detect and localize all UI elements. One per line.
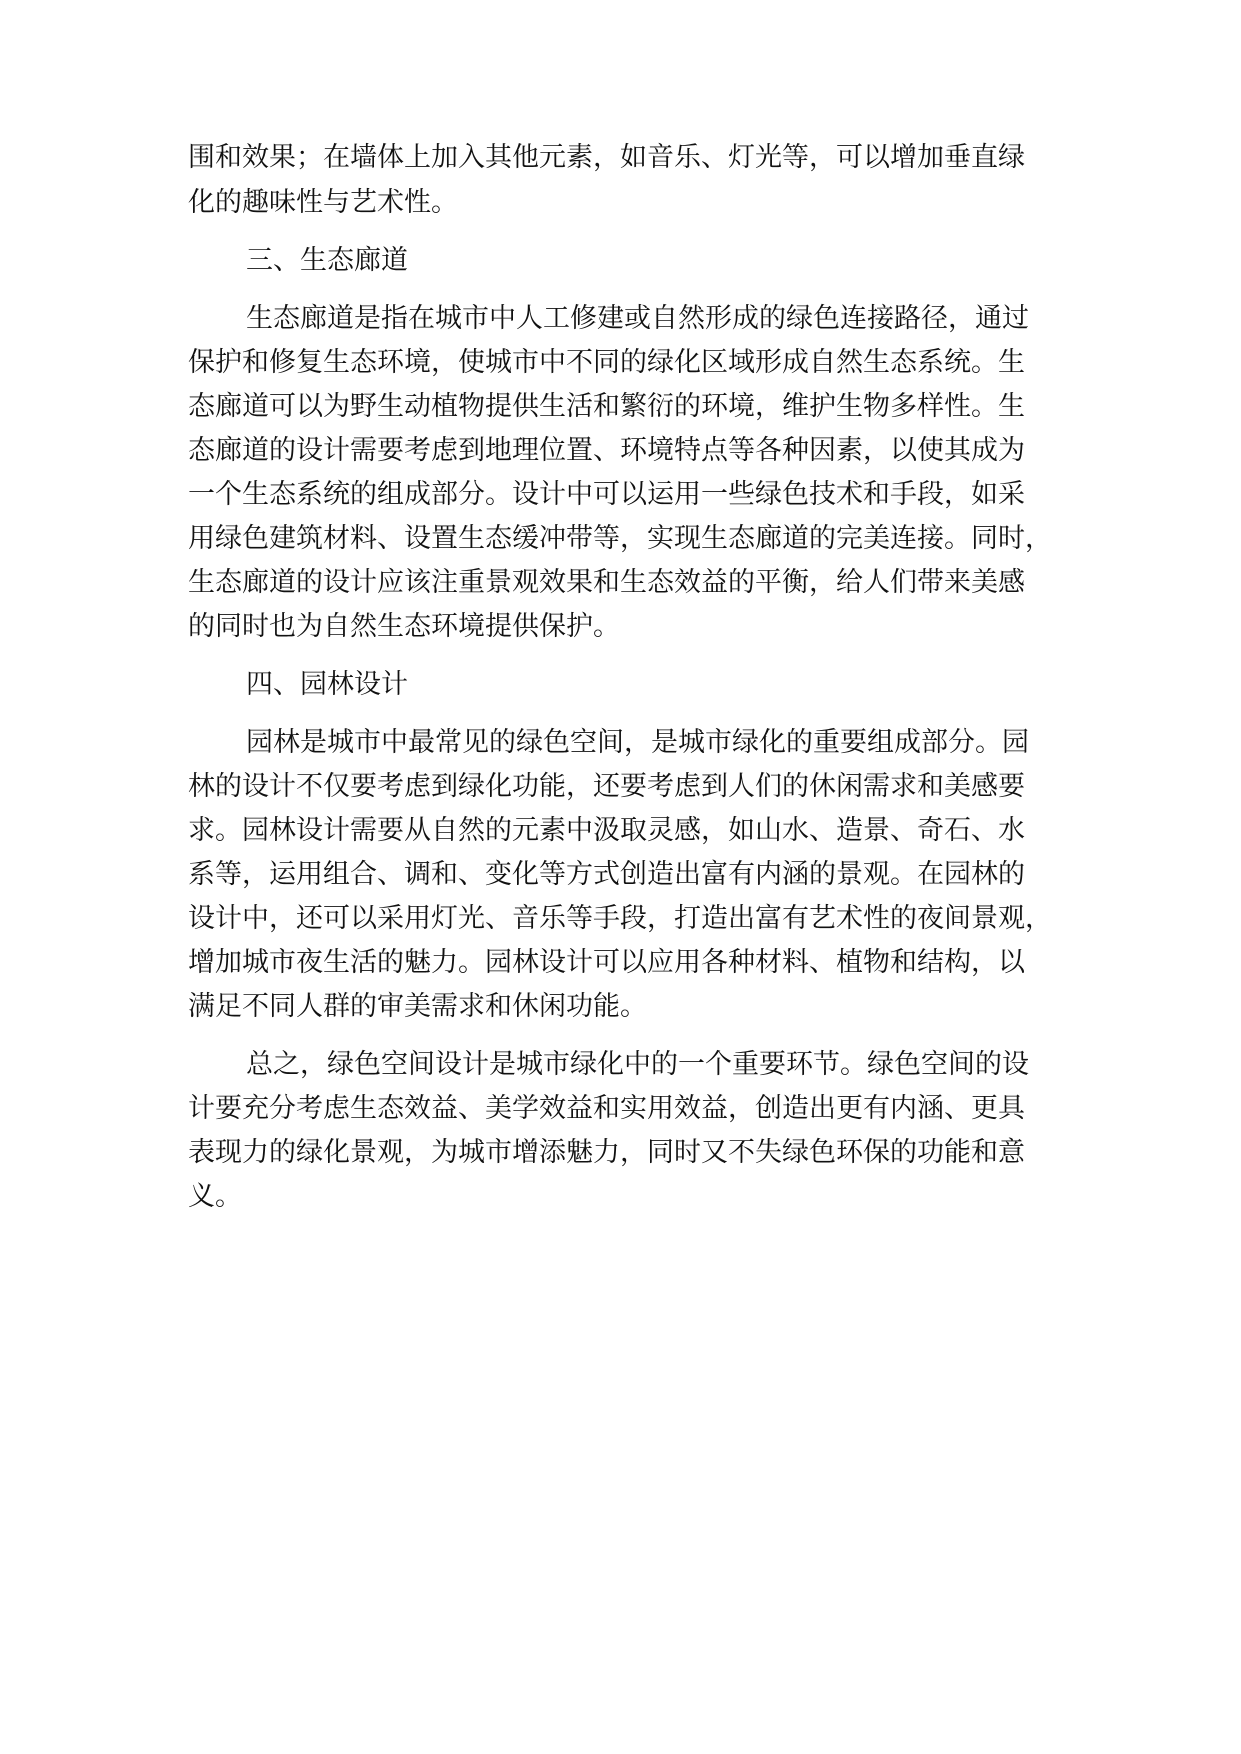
paragraph-line: 生态廊道的设计应该注重景观效果和生态效益的平衡，给人们带来美感 bbox=[188, 567, 1025, 598]
paragraph-line: 一个生态系统的组成部分。设计中可以运用一些绿色技术和手段，如采 bbox=[188, 479, 1025, 510]
paragraph-line: 计要充分考虑生态效益、美学效益和实用效益，创造出更有内涵、更具 bbox=[188, 1093, 1025, 1124]
paragraph-line: 围和效果；在墙体上加入其他元素，如音乐、灯光等，可以增加垂直绿 bbox=[188, 142, 1025, 173]
paragraph-line: 态廊道可以为野生动植物提供生活和繁衍的环境，维护生物多样性。生 bbox=[188, 391, 1025, 422]
paragraph-line: 系等，运用组合、调和、变化等方式创造出富有内涵的景观。在园林的 bbox=[188, 859, 1025, 890]
paragraph-line: 求。园林设计需要从自然的元素中汲取灵感，如山水、造景、奇石、水 bbox=[188, 815, 1025, 846]
paragraph-line: 表现力的绿化景观，为城市增添魅力，同时又不失绿色环保的功能和意 bbox=[188, 1137, 1025, 1168]
paragraph-line: 生态廊道是指在城市中人工修建或自然形成的绿色连接路径，通过 bbox=[246, 303, 1029, 334]
paragraph-line: 设计中，还可以采用灯光、音乐等手段，打造出富有艺术性的夜间景观， bbox=[188, 903, 1052, 934]
paragraph-line: 园林是城市中最常见的绿色空间，是城市绿化的重要组成部分。园 bbox=[246, 727, 1029, 758]
paragraph-line: 用绿色建筑材料、设置生态缓冲带等，实现生态廊道的完美连接。同时， bbox=[188, 523, 1052, 554]
section-heading-garden-design: 四、园林设计 bbox=[246, 669, 408, 700]
paragraph-line: 满足不同人群的审美需求和休闲功能。 bbox=[188, 991, 647, 1022]
paragraph-line: 的同时也为自然生态环境提供保护。 bbox=[188, 611, 620, 642]
paragraph-line: 总之，绿色空间设计是城市绿化中的一个重要环节。绿色空间的设 bbox=[246, 1049, 1029, 1080]
section-heading-ecological-corridor: 三、生态廊道 bbox=[246, 245, 408, 276]
paragraph-line: 林的设计不仅要考虑到绿化功能，还要考虑到人们的休闲需求和美感要 bbox=[188, 771, 1025, 802]
paragraph-line: 态廊道的设计需要考虑到地理位置、环境特点等各种因素，以使其成为 bbox=[188, 435, 1025, 466]
paragraph-line: 增加城市夜生活的魅力。园林设计可以应用各种材料、植物和结构，以 bbox=[188, 947, 1025, 978]
paragraph-line: 义。 bbox=[188, 1181, 242, 1212]
paragraph-line: 化的趣味性与艺术性。 bbox=[188, 187, 458, 218]
paragraph-line: 保护和修复生态环境，使城市中不同的绿化区域形成自然生态系统。生 bbox=[188, 347, 1025, 378]
